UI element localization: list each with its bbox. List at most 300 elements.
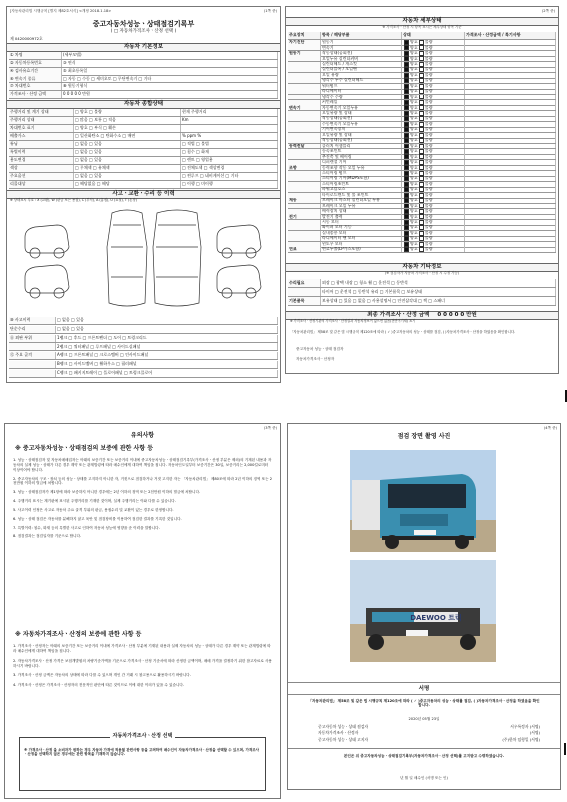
checkbox: [419, 67, 424, 72]
status-option: 불량: [424, 198, 433, 203]
detail-group-label: [288, 193, 321, 198]
accident-row: [9, 343, 278, 351]
detail-group-label: [288, 138, 321, 143]
status-option: 양호: [410, 187, 418, 192]
notice-paragraph: 7. 특별이력: 침수, 화재 등의 특별한 사고로 인하여 자동차 성능에 영향을 준 이력을 말합니다.: [13, 525, 160, 530]
page-title: 중고자동차성능ㆍ상태점검기록부: [92, 20, 195, 28]
overall-state-row: [9, 141, 278, 149]
overall-state-row: [9, 109, 278, 117]
appraiser-label: 자동차가격조사ㆍ산정자: [296, 357, 335, 361]
detail-row: [288, 247, 556, 253]
detail-item-label: 커먼레일: [321, 100, 402, 105]
status-option: 불량: [424, 143, 433, 148]
photo-title: 점검 장면 촬영 사진: [397, 433, 451, 440]
detail-item-label: 시동 모터: [321, 220, 402, 225]
checkbox: [419, 176, 424, 181]
section-detail-state: 자동차 세부상태: [286, 17, 558, 26]
detail-remark: [465, 127, 556, 132]
etc-items: 타이어 □ 운전석 □ 동반석 유리 □ 기본품목 □ 보유상태: [321, 288, 556, 296]
detail-item-label: 실린더블록 / 오일팬: [321, 67, 402, 72]
checkbox: [404, 95, 409, 100]
detail-status: [402, 165, 465, 170]
status-option: 불량: [424, 72, 433, 77]
checkbox: [419, 62, 424, 67]
status-option: 불량: [424, 225, 433, 230]
overall-state-row: [9, 173, 278, 181]
detail-status: [402, 67, 465, 72]
detail-item-label: 클러치 어셈블리: [321, 144, 402, 149]
detail-group-label: [288, 116, 321, 121]
overall-state-note: □ 이행 □ 미이행: [181, 181, 278, 188]
status-option: 양호: [410, 219, 418, 225]
detail-remark: [465, 45, 556, 50]
checkbox: [404, 138, 409, 143]
checkbox: [404, 45, 409, 50]
accident-value: 1랭크 □ 후드 □ 프론트펜더 □ 도어 □ 트렁크리드: [56, 335, 278, 342]
detail-remark: [465, 204, 556, 209]
checkbox: [419, 198, 424, 203]
overall-state-status: □ 없음 □ 있음: [74, 157, 181, 164]
checkbox: [419, 242, 424, 247]
status-option: 양호: [410, 50, 418, 56]
status-option: 양호: [410, 105, 418, 110]
overall-state-status: □ 무채색 □ 유채색: [74, 165, 181, 172]
checkbox: [419, 209, 424, 214]
detail-remark: [465, 214, 556, 219]
detail-remark: [465, 67, 556, 72]
detail-status: [402, 214, 465, 219]
form-header-right: (3쪽 중): [263, 426, 277, 430]
overall-state-row: [9, 157, 278, 165]
receipt-statement: 본인은 위 중고자동차성능ㆍ상태점검기록부(자동차가격조사ㆍ산정 선택)를 고지받고 수령하였습니다.: [343, 754, 505, 758]
overall-state-status: □ 양호 □ 불량: [74, 109, 181, 116]
accident-value: A랭크 □ 프론트패널 □ 크로스멤버 □ 인사이드패널: [56, 352, 278, 359]
status-option: 불량: [424, 187, 433, 192]
status-option: 양호: [410, 170, 418, 175]
etc-row: [288, 297, 556, 306]
status-option: 양호: [410, 241, 418, 246]
basic-info-label: ⑥ 변속기 종류: [9, 75, 62, 82]
basic-info-row: [9, 52, 278, 60]
detail-item-label: 실린더헤드 / 개스킷: [321, 62, 402, 67]
final-price-value: 0 0 0 0 0 만원: [437, 312, 477, 318]
accident-row: [9, 370, 278, 378]
notice-paragraph: 1. 성능ㆍ상태점검자 및 자동차매매업자는 아래의 보증기간 또는 보증거리 이내에 중고자동차성능ㆍ상태점검기록부(가격조사ㆍ산정 부분은 제외)의 기재된 내용과 자동차의 실제 성능ㆍ상태가 다른 경우 계약 또는 관계법령에 따라 매수인에게 대하여 책임을 집니다. 자동차인도일부터 보증기간은 30일, 보증거리는 2,000킬로미터 이상이어야 합니다.: [13, 458, 272, 472]
overall-state-row: [9, 181, 278, 189]
detail-group-label: 제동: [288, 198, 321, 203]
status-option: 양호: [410, 83, 418, 88]
etc-label: 기본품목: [288, 297, 321, 305]
overall-state-label: 배출가스: [9, 133, 74, 140]
checkbox: [404, 100, 409, 105]
detail-item-label: 작동상태(공회전): [321, 51, 402, 56]
detail-status: [402, 56, 465, 61]
detail-item-label: 파워고압호스: [321, 187, 402, 192]
detail-item-label: 기어변속장치: [321, 127, 402, 132]
detail-remark: [465, 138, 556, 143]
checkbox: [419, 138, 424, 143]
notes-title: 유의사항: [130, 432, 155, 439]
checkbox: [419, 149, 424, 154]
overall-state-row: [9, 117, 278, 125]
detail-header-cell: 주요장치: [288, 32, 321, 39]
detail-status: [402, 193, 465, 198]
appraisal-section-title: ※ 자동차가격조사ㆍ산정의 보증에 관한 사항 등: [15, 631, 142, 638]
signers-list: [318, 725, 540, 744]
detail-item-label: 스티어링 기어(MDPS포함): [321, 176, 402, 181]
overall-state-label: 리콜대상: [9, 181, 74, 188]
status-option: 불량: [424, 121, 433, 126]
document-number: 제 0420000972호: [10, 36, 43, 41]
checkbox: [404, 220, 409, 225]
detail-remark: [465, 133, 556, 138]
page-subtitle: ( □ 자동차가격조사ㆍ산정 선택 ): [110, 29, 177, 34]
status-option: 불량: [424, 203, 433, 208]
detail-remark: [465, 209, 556, 214]
overall-state-label: 튜닝: [9, 141, 74, 148]
status-option: 양호: [410, 149, 418, 154]
divider: [288, 694, 560, 695]
detail-group-label: [288, 100, 321, 105]
basic-info-value: (세부모델): [62, 52, 278, 59]
detail-group-label: 연료: [288, 247, 321, 252]
notice-paragraph: 5. 사고이력 인정은 사고로 자동차 주요 골격 부위의 판금, 용접수리 및 교환이 있는 경우로 한정합니다.: [13, 507, 174, 512]
detail-group-label: [288, 133, 321, 138]
notice-paragraph: 3. 성능ㆍ상태점검자가 제1항에 따라 보증하지 아니한 경우에는 2년 이하의 징역 또는 2천만원 이하의 벌금에 처합니다.: [13, 490, 201, 495]
detail-group-label: [288, 45, 321, 50]
detail-item-label: 디퍼렌셜 기어: [321, 160, 402, 165]
checkbox: [404, 182, 409, 187]
inspector-label: 중고자동차 성능ㆍ상태 점검자: [296, 347, 344, 351]
accident-label: ⑩ 사고이력: [9, 317, 56, 324]
detail-item-label: 원동기: [321, 40, 402, 45]
checkbox: [404, 160, 409, 165]
status-option: 불량: [424, 219, 433, 225]
checkbox: [404, 111, 409, 116]
detail-group-label: [288, 89, 321, 94]
status-option: 양호: [410, 78, 418, 83]
detail-item-label: 라디에이터 팬 모터: [321, 236, 402, 241]
accident-row: [9, 352, 278, 360]
detail-status: [402, 105, 465, 110]
detail-remark: [465, 122, 556, 127]
page-1-inspection-record: [6, 6, 281, 383]
detail-group-label: [288, 231, 321, 236]
basic-info-row: [9, 91, 278, 99]
detail-group-label: 변속기: [288, 105, 321, 110]
status-option: 양호: [410, 61, 418, 66]
basic-info-value: ⑧ 원동기형식: [62, 83, 278, 90]
detail-remark: [465, 100, 556, 105]
detail-group-label: [288, 149, 321, 154]
overall-state-status: □ 일산화탄소 □ 탄화수소 □ 매연: [74, 133, 181, 140]
status-option: 불량: [424, 116, 433, 121]
confirmation-text: 「자동차관리법」 제58조 및 같은 법 시행규칙 제120조에 따라 ( ✓ )중고자동차의 성능ㆍ상태를 점검, ( )자동차가격조사ㆍ산정을 하였음을 확인합니다.: [290, 330, 516, 334]
detail-group-label: [288, 154, 321, 159]
checkbox: [404, 209, 409, 214]
detail-item-label: 오일유량 및 상태: [321, 133, 402, 138]
status-option: 불량: [424, 181, 433, 186]
notice-paragraph: 2. 중고자동차의 구조ㆍ장치 등의 성능ㆍ상태를 고지하지 아니한 자, 거짓으로 점검하거나 거짓 고지한 자는 「자동차관리법」 제80조에 따라 2년 이하의 징역 또는 2천만원 이하의 벌금에 처합니다.: [13, 476, 272, 486]
detail-remark: [465, 187, 556, 192]
detail-item-label: 변속기: [321, 45, 402, 50]
checkbox: [419, 187, 424, 192]
status-option: 양호: [410, 132, 418, 137]
notice-paragraph: 2. 자동차가격조사ㆍ산정 가격은 보험개발원의 차량기준가액을 기준으로 가격조사ㆍ산정 기준서에 따라 산정한 금액이며, 매매 가격을 결정하기 위한 참고자료로 사용하시기 바랍니다.: [13, 658, 272, 668]
status-option: 불량: [424, 94, 433, 99]
checkbox: [419, 95, 424, 100]
detail-status: [402, 225, 465, 230]
detail-status: [402, 73, 465, 78]
selection-box-text: ※ 가격조사ㆍ산정 을 소비자가 원하는 경우 자동차 가격에 적용될 관련사항 등을 고려하여 매수인이 자동차가격조사ㆍ산정을 선택할 수 있으며, 가격조사ㆍ산정을 선택하지 않은 경우에는 관련 항목을 기재하지 않습니다.: [24, 748, 260, 757]
detail-remark: [465, 111, 556, 116]
accident-row: [9, 317, 278, 325]
status-option: 불량: [424, 127, 433, 132]
detail-status: [402, 176, 465, 181]
status-option: 불량: [424, 159, 433, 165]
truck-brand-text: DAEWOO 트럭: [410, 614, 462, 622]
checkbox: [419, 160, 424, 165]
basic-info-label: ① 차명: [9, 52, 62, 59]
checkbox: [404, 116, 409, 121]
overall-state-status: □ 해당없음 □ 해당: [74, 181, 181, 188]
detail-item-label: 스티어링 펌프: [321, 171, 402, 176]
detail-group-label: [288, 73, 321, 78]
detail-item-label: 자동변속기 오일누유: [321, 105, 402, 110]
checkbox: [404, 67, 409, 72]
detail-remark: [465, 160, 556, 165]
status-option: 불량: [424, 83, 433, 88]
accident-label: [9, 343, 56, 350]
detail-item-label: 스티어링조인트: [321, 182, 402, 187]
detail-group-label: [288, 220, 321, 225]
accident-value: 2랭크 □ 쿼터패널 □ 루프패널 □ 사이드실패널: [56, 343, 278, 350]
overall-state-status: □ 없음 □ 있음: [74, 173, 181, 180]
checkbox: [404, 171, 409, 176]
truck-front-photo: [350, 450, 496, 552]
overall-state-note: □ 렌트 □ 영업용: [181, 157, 278, 164]
accident-label: ⑪ 외판 부위: [9, 335, 56, 342]
status-option: 불량: [424, 105, 433, 110]
checkbox: [419, 165, 424, 170]
overall-state-note: 현재 주행거리: [181, 109, 278, 116]
detail-status: [402, 220, 465, 225]
etc-label: [288, 288, 321, 296]
status-option: 불량: [424, 214, 433, 219]
status-option: 불량: [424, 138, 433, 143]
detail-group-label: [288, 187, 321, 192]
basic-info-row: [9, 60, 278, 68]
status-option: 불량: [424, 40, 433, 45]
basic-info-label: ② 자동차등록번호: [9, 60, 62, 67]
detail-remark: [465, 165, 556, 170]
status-option: 양호: [410, 45, 418, 50]
checkbox: [404, 127, 409, 132]
detail-group-label: [288, 204, 321, 209]
status-option: 양호: [410, 236, 418, 241]
checkbox: [404, 242, 409, 247]
overall-state-status: □ 없음 □ 있음: [74, 141, 181, 148]
checkbox: [419, 171, 424, 176]
detail-remark: [465, 149, 556, 154]
checkbox: [404, 105, 409, 110]
basic-info-label: 가격조사ㆍ산정 금액: [9, 91, 62, 98]
basic-info-row: [9, 83, 278, 91]
etc-row: [288, 279, 556, 288]
detail-item-label: 브레이크 마스터 실린더오일 누유: [321, 198, 402, 203]
status-option: 불량: [424, 165, 433, 170]
detail-group-label: [288, 56, 321, 61]
receipt-signature: 년 월 일 매수인 (서명 또는 인): [400, 776, 448, 780]
overall-state-label: 색상: [9, 165, 74, 172]
section-accident-history: 사고ㆍ교환ㆍ수리 등 이력: [7, 190, 280, 199]
detail-remark: [465, 95, 556, 100]
signer-row: [318, 738, 540, 742]
overall-state-note: Km: [181, 117, 278, 124]
accident-label: [9, 370, 56, 377]
warranty-paragraphs: [13, 458, 272, 543]
signer-role: 자동차가격조사ㆍ산정자: [318, 730, 359, 736]
checkbox: [404, 193, 409, 198]
detail-item-label: 냉각수 누수 실린더헤드: [321, 78, 402, 83]
notice-paragraph: 8. 점검결과는 점검일자를 기준으로 합니다.: [13, 534, 82, 539]
detail-item-label: 라디에이터: [321, 89, 402, 94]
detail-status: [402, 133, 465, 138]
status-option: 양호: [410, 116, 418, 121]
signer-role: 중고자동차 성능ㆍ상태 고지자: [318, 736, 369, 742]
detail-group-label: [288, 171, 321, 176]
detail-remark: [465, 51, 556, 56]
status-option: 양호: [410, 230, 418, 235]
detail-item-label: 워터펌프: [321, 84, 402, 89]
status-option: 양호: [410, 72, 418, 77]
notice-paragraph: 6. 성능ㆍ상태 점검은 자동차를 분해하지 않고 육안 및 점검장비를 이용하여 점검한 결과를 기록한 것입니다.: [13, 516, 182, 521]
signer-role: 중고자동차 성능ㆍ상태 점검자: [318, 724, 369, 729]
detail-status: [402, 127, 465, 132]
status-option: 양호: [410, 40, 418, 45]
detail-remark: [465, 56, 556, 61]
detail-status: [402, 138, 465, 143]
status-option: 불량: [424, 149, 433, 154]
detail-item-label: 와이퍼 모터 기능: [321, 225, 402, 230]
status-option: 양호: [410, 165, 418, 170]
etc-row: [288, 288, 556, 297]
form-header-left: [자동차관리법 시행규칙 [별지 제82호서식] <개정 2018.1.18>: [10, 9, 112, 13]
checkbox: [404, 214, 409, 219]
overall-state-row: [9, 125, 278, 133]
overall-state-label: 용도변경: [9, 157, 74, 164]
detail-status: [402, 62, 465, 67]
detail-group-label: [288, 176, 321, 181]
accident-value: □ 없음 □ 있음: [56, 317, 278, 324]
checkbox: [419, 182, 424, 187]
detail-item-label: 발전기 출력: [321, 214, 402, 219]
detail-remark: [465, 198, 556, 203]
overall-state-row: [9, 133, 278, 141]
sign-statement: 「자동차관리법」 제58조 및 같은 법 시행규칙 제120조에 따라 ( ✓ )중고자동차의 성능ㆍ상태를 점검, ( )자동차가격조사ㆍ산정을 하였음을 확인합니다.: [308, 699, 540, 708]
detail-item-label: 브레이크 오일 누유: [321, 204, 402, 209]
warranty-section-title: ※ 중고자동차성능ㆍ상태점검의 보증에 관한 사항 등: [15, 445, 153, 452]
checkbox: [419, 247, 424, 252]
accident-value: B랭크 □ 사이드멤버 □ 휠하우스 □ 필러패널: [56, 361, 278, 368]
checkbox: [419, 78, 424, 83]
checkbox: [419, 193, 424, 198]
checkbox: [404, 154, 409, 159]
detail-group-label: [288, 209, 321, 214]
accident-legend-note: ※ 상태표시 부호 : X (교환), W (판금 또는 용접), C (부식), A (흠집), U (요철), T (손상): [10, 198, 137, 202]
status-option: 불량: [424, 56, 433, 61]
detail-item-label: 실내송풍 모터: [321, 231, 402, 236]
detail-group-label: [288, 67, 321, 72]
status-option: 불량: [424, 208, 433, 214]
detail-remark: [465, 176, 556, 181]
detail-remark: [465, 84, 556, 89]
page-2-detail-state: [285, 6, 559, 374]
detail-remark: [465, 225, 556, 230]
checkbox: [419, 236, 424, 241]
detail-status: [402, 198, 465, 203]
detail-remark: [465, 78, 556, 83]
detail-status: [402, 144, 465, 149]
detail-group-label: [288, 78, 321, 83]
detail-remark: [465, 193, 556, 198]
margin-mark: [564, 743, 566, 755]
checkbox: [419, 214, 424, 219]
status-option: 불량: [424, 241, 433, 246]
status-option: 양호: [410, 225, 418, 230]
page-4-photos: [287, 423, 561, 790]
status-option: 불량: [424, 67, 433, 72]
basic-info-row: [9, 75, 278, 83]
status-option: 불량: [424, 247, 433, 252]
etc-items: 보유상태 □ 있음 □ 없음 □ 사용설명서 □ 안전삼각대 □ 잭 □ 스패너: [321, 297, 556, 305]
detail-group-label: [288, 160, 321, 165]
checkbox: [419, 51, 424, 56]
final-price-note: ※ 가격조사ㆍ산정기관의 가격조사ㆍ산정결과 자동차정보이 없으면 없음(전면이기재) 표기: [290, 319, 416, 323]
status-option: 불량: [424, 176, 433, 181]
detail-header-cell: 상태: [402, 32, 465, 39]
detail-status: [402, 51, 465, 56]
detail-remark: [465, 73, 556, 78]
checkbox: [404, 231, 409, 236]
detail-status: [402, 160, 465, 165]
basic-info-value: □ 자동 □ 수동 □ 세미오토 □ 무단변속기 □ 기타: [62, 75, 278, 82]
detail-item-label: 수동변속기 오일누유: [321, 122, 402, 127]
detail-item-label: 오일 유량: [321, 73, 402, 78]
form-header-right: (2쪽 중): [541, 9, 555, 13]
detail-group-label: 원동기: [288, 51, 321, 56]
detail-status: [402, 89, 465, 94]
sign-title: 서명: [418, 686, 430, 692]
status-option: 불량: [424, 99, 433, 105]
detail-group-label: [288, 111, 321, 116]
checkbox: [419, 45, 424, 50]
status-option: 불량: [424, 192, 433, 197]
checkbox: [419, 231, 424, 236]
checkbox: [419, 144, 424, 149]
detail-item-label: 배력장치 상태: [321, 209, 402, 214]
checkbox: [419, 154, 424, 159]
etc-items: 외장 □ 광택 내장 □ 청소 휠 □ 운전석 □ 동반석: [321, 279, 556, 287]
detail-item-label: 연료누출(LP가스포함): [321, 247, 402, 252]
checkbox: [419, 105, 424, 110]
checkbox: [419, 133, 424, 138]
detail-status: [402, 84, 465, 89]
detail-status: [402, 242, 465, 247]
detail-group-label: 자기진단: [288, 40, 321, 45]
etc-label: 수리필요: [288, 279, 321, 287]
detail-item-label: 오일유량 및 상태: [321, 111, 402, 116]
